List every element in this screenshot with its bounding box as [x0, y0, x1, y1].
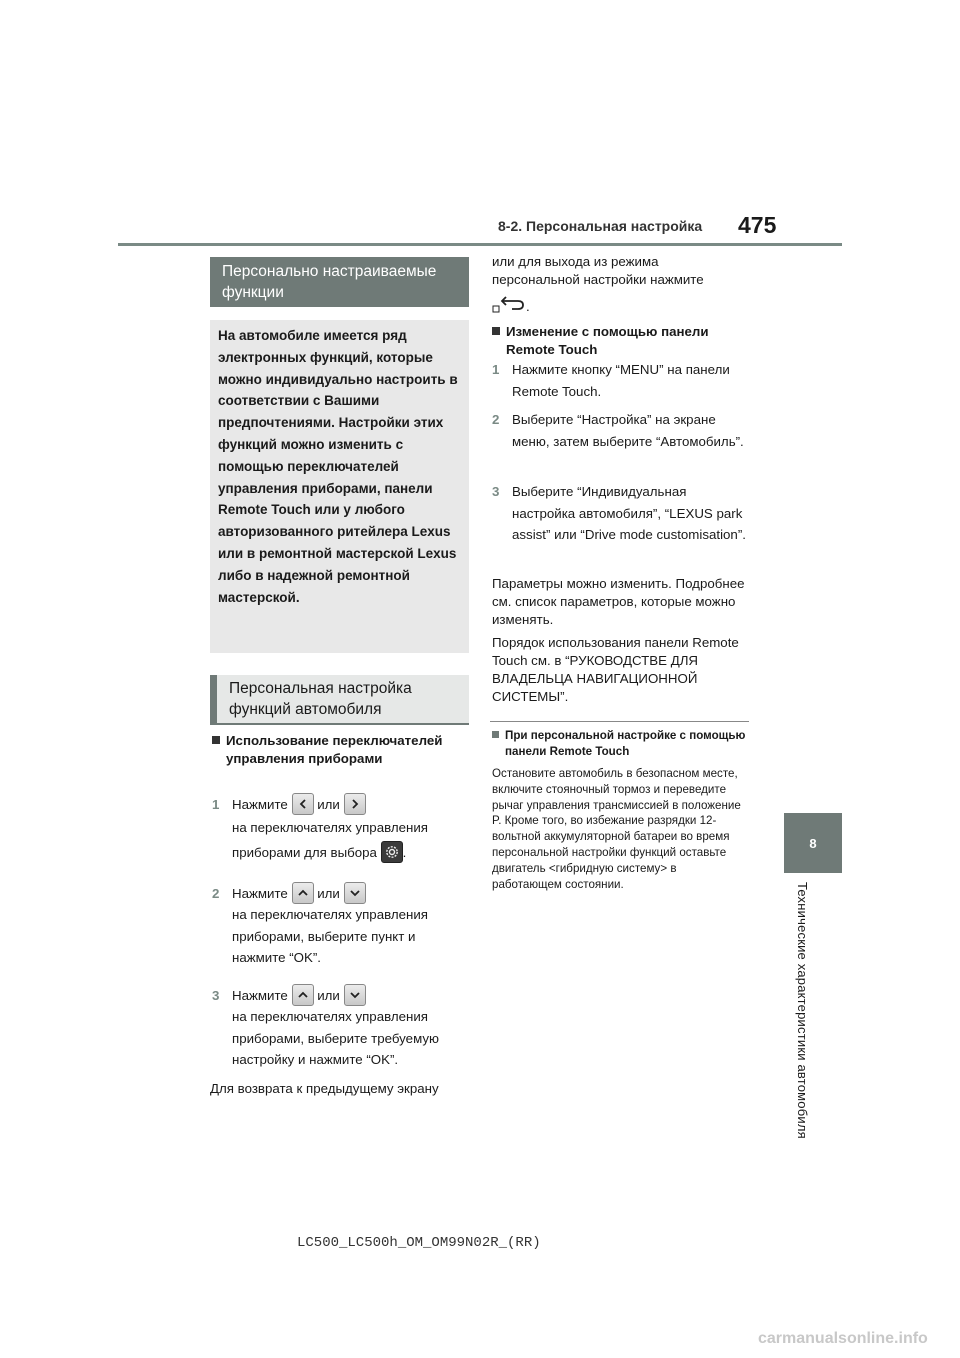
chapter-title-vertical: Технические характеристики автомобиля	[795, 882, 810, 1139]
subheading-text: Использование переключателей управления приборами	[226, 733, 443, 766]
step-number: 1	[492, 362, 500, 377]
step-text-or: или	[317, 886, 340, 901]
square-bullet-icon	[492, 327, 500, 335]
return-paragraph: Для возврата к предыдущему экрану	[210, 1081, 439, 1096]
step-text-b: на переключателях управления приборами для выбора	[232, 820, 428, 860]
step-text-a: Нажмите	[232, 988, 288, 1003]
step-3-continued: на переключателях управления приборами, выберите требуемую настройку и нажмите “OK”.	[232, 1009, 439, 1067]
back-button-line	[492, 295, 530, 322]
step-2-continued: на переключателях управления приборами, выберите пункт и нажмите “OK”.	[232, 907, 428, 965]
step-number: 3	[492, 484, 500, 499]
step-text: Выберите “Индивидуальная настройка автомобиля”, “LEXUS park assist” или “Drive mode customisation”.	[512, 484, 746, 542]
step-text: Выберите “Настройка” на экране меню, затем выберите “Автомобиль”.	[512, 412, 744, 449]
return-paragraph-continued: или для выхода из режима персональной настройки нажмите	[492, 254, 704, 287]
settings-gear-icon	[381, 841, 403, 863]
step-2	[212, 882, 470, 905]
back-line-end: .	[526, 299, 530, 314]
rt-step-3	[492, 481, 747, 546]
step-text-end: .	[402, 845, 407, 860]
step-number: 3	[212, 988, 220, 1003]
subheading-text: Изменение с помощью панели Remote Touch	[506, 324, 709, 357]
step-number: 2	[492, 412, 500, 427]
up-arrow-button-icon	[292, 882, 314, 904]
chapter-tab: 8	[784, 813, 842, 873]
subheading-meter-switches	[212, 732, 462, 767]
watermark: carmanualsonline.info	[758, 1330, 928, 1347]
square-bullet-icon	[212, 736, 220, 744]
note-divider	[490, 721, 749, 722]
section-heading-text: Персонально настраиваемые функции	[222, 263, 437, 301]
header-divider	[118, 243, 842, 246]
down-arrow-button-icon	[344, 882, 366, 904]
page-number: 475	[738, 212, 777, 238]
note-heading-text: При персональной настройке с помощью панели Remote Touch	[505, 729, 746, 758]
section-heading-customizable-functions	[210, 257, 469, 307]
step-text-a: Нажмите	[232, 797, 288, 812]
right-arrow-button-icon	[344, 793, 366, 815]
step-1-continued	[232, 815, 467, 865]
step-text-a: Нажмите	[232, 886, 288, 901]
back-return-icon	[492, 295, 526, 322]
note-body: Остановите автомобиль в безопасном месте, включите стояночный тормоз и переведите рычаг управления трансмиссией в положение P. Кроме того, во избежание разрядки 12-вольтной аккумуляторной батареи во время персональной настройки функций оставьте двигатель <гибридную систему> в работающем состоянии.	[492, 767, 741, 891]
section-heading-text: Персональная настройка функций автомобиля	[229, 680, 412, 718]
note-heading	[492, 728, 747, 760]
step-number: 1	[212, 797, 220, 812]
step-text-or: или	[317, 797, 340, 812]
step-text: Нажмите кнопку “MENU” на панели Remote Touch.	[512, 362, 730, 399]
left-arrow-button-icon	[292, 793, 314, 815]
document-code-footer: LC500_LC500h_OM_OM99N02R_(RR)	[297, 1235, 541, 1251]
square-bullet-icon	[492, 731, 499, 738]
header-section-title: 8-2. Персональная настройка	[498, 218, 703, 234]
section-heading-vehicle-customization	[210, 675, 469, 723]
down-arrow-button-icon	[344, 984, 366, 1006]
step-number: 2	[212, 886, 220, 901]
rt-step-2	[492, 409, 747, 452]
subheading-remote-touch	[492, 323, 747, 358]
rt-step-1	[492, 359, 747, 402]
parameters-paragraph: Параметры можно изменить. Подробнее см. список параметров, которые можно изменять.	[492, 576, 745, 627]
remote-touch-paragraph: Порядок использования панели Remote Touch см. в “РУКОВОДСТВЕ ДЛЯ ВЛАДЕЛЬЦА НАВИГАЦИОННОЙ СИСТЕМЫ”.	[492, 635, 739, 704]
up-arrow-button-icon	[292, 984, 314, 1006]
section-intro-text: На автомобиле имеется ряд электронных функций, которые можно индивидуально настроить в соответствии с Вашими предпочтениями. Настройки этих функций можно изменить с помощью переключателей управления приборами, панели Remote Touch или у любого авторизованного ритейлера Lexus или в ремонтной мастерской Lexus либо в надежной ремонтной мастерской.	[218, 328, 458, 605]
step-text-or: или	[317, 988, 340, 1003]
step-1	[212, 793, 470, 816]
step-3	[212, 984, 470, 1007]
section-heading-underline	[210, 723, 469, 725]
